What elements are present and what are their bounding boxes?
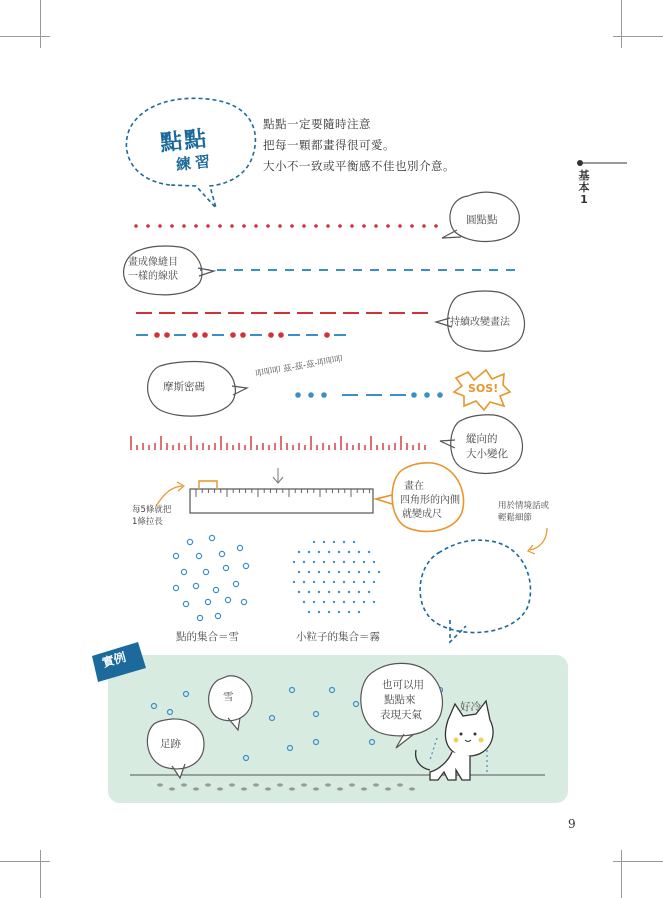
title-main: 點點	[159, 126, 210, 157]
example-snow-label: 雪	[223, 691, 234, 703]
empty-bubble	[420, 540, 530, 642]
round-dots-label: 圓點點	[466, 214, 498, 226]
vertical-label-1: 縱向的	[466, 433, 498, 445]
red-dot-row	[134, 224, 438, 228]
intro-line-2: 把每一顆都畫得很可愛。	[263, 138, 395, 152]
example-weather-2: 點點來	[384, 694, 416, 706]
sewing-line-label-2: 一樣的線狀	[128, 271, 178, 282]
sewing-line-label-1: 畫成像縫目	[128, 257, 178, 268]
square-label-1: 畫在	[404, 481, 424, 492]
vertical-tick-row	[131, 436, 425, 450]
side-tab-dot	[577, 160, 583, 166]
example-weather-1: 也可以用	[382, 679, 424, 691]
ruler-note-1: 每5條就把	[132, 505, 172, 515]
square-label-2: 四角形的內側	[400, 495, 460, 506]
side-tab-char: 本	[578, 181, 590, 194]
empty-note-1: 用於情境話或	[498, 501, 550, 511]
side-tab-char: 基	[578, 169, 590, 182]
sos-label: SOS!	[468, 382, 499, 395]
ruler-note-2: 1條拉長	[132, 517, 163, 527]
example-tag: 實例	[100, 649, 128, 671]
square-label-3: 就變成尺	[402, 509, 442, 520]
example-cold-label: 好冷	[460, 701, 481, 713]
intro-line-3: 大小不一致或平衡感不佳也別介意。	[263, 159, 455, 173]
fog-caption: 小粒子的集合＝霧	[296, 631, 380, 643]
side-tab-char: 1	[580, 193, 588, 206]
example-weather-3: 表現天氣	[380, 709, 422, 721]
ruler	[156, 468, 373, 513]
empty-note-2: 輕鬆細節	[498, 513, 533, 523]
snow-caption: 點的集合＝雪	[176, 631, 239, 643]
snow-dots	[173, 535, 248, 620]
morse-sound-label: 叩叩叩 茲-茲-茲-叩叩叩	[254, 354, 344, 380]
intro-line-1: 點點一定要隨時注意	[263, 117, 371, 131]
example-footprint-label: 足跡	[160, 738, 181, 750]
side-tab-label	[578, 170, 590, 206]
title-sub: 練習	[175, 152, 215, 174]
morse-code-row	[295, 392, 443, 398]
page-number: 9	[568, 817, 576, 831]
continuous-label: 持續改變畫法	[450, 317, 510, 328]
morse-label: 摩斯密碼	[163, 381, 205, 393]
empty-note-arrow	[528, 528, 547, 554]
vertical-label-2: 大小變化	[466, 448, 508, 460]
mixed-pattern-row	[136, 332, 346, 338]
fog-dots	[293, 541, 380, 613]
